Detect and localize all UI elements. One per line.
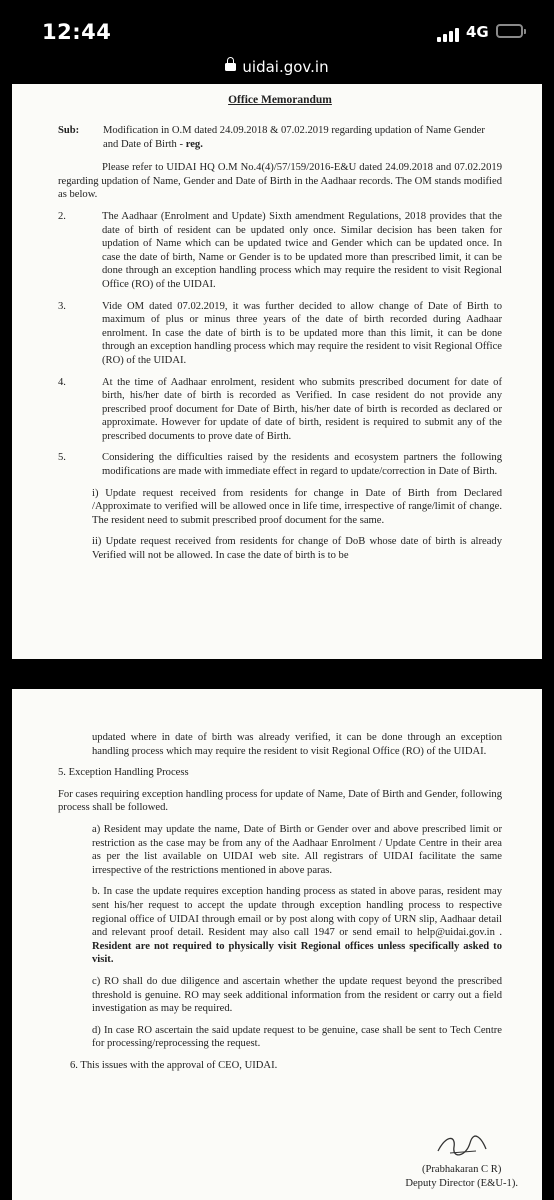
subject-label: Sub: [58,125,80,136]
document-page-1 [12,84,542,659]
exception-heading: 5. Exception Handling Process [58,767,189,779]
sub-item-ii: ii) Update request received from residents for change of DoB whose date of birth is already Verified will not be allowed. In case the date of birth is to be [92,536,502,562]
exception-item-d: d) In case RO ascertain the said update request to be genuine, case shall be sent to Tech Centre for processing/reprocessing the request. [92,1024,502,1050]
status-bar [0,0,554,60]
document-page-2 [12,689,542,1200]
exception-item-c: c) RO shall do due diligence and ascertain whether the update request beyond the prescribed threshold is genuine. RO may seek additional information from the resident or carry out a field investigation as may be required. [92,975,502,1015]
signature-block [405,1131,518,1191]
paragraph-2: 2. The Aadhaar (Enrolment and Update) Sixth amendment Regulations, 2018 provides that the date of birth of resident can be updated only once. Similar decision has been taken for updation of Name which can be updated twice and Gender which can be updated once. In case the date of birth, Name or Gender is to be updated more than prescribed limit, it can be done through an exception handling process which may require the resident to visit Regional Office (RO) of the UIDAI. [58,210,502,290]
memo-title: Office Memorandum [228,94,332,106]
network-type: 4G [466,23,489,41]
signature-icon [432,1131,492,1159]
continuation-paragraph: updated where in date of birth was already verified, it can be done through an exception handling process which may require the resident to visit Regional Office (RO) of the UIDAI. [92,732,502,757]
exception-item-a: a) Resident may update the name, Date of Birth or Gender over and above prescribed limit or restriction as the case may be from any of the Aadhaar Enrolment / Update Centre in their area as per the list available on UIDAI web site. All registrars of UIDAI facilitate the same irrespective of the restrictions mentioned in above paras. [92,823,502,876]
exception-intro: For cases requiring exception handling process for update of Name, Date of Birth and Gender, following process shall be followed. [58,788,502,814]
signatory-name: (Prabhakaran C R) [421,1164,502,1175]
exception-item-b: b. In case the update requires exception handing process as stated in above paras, resident may sent his/her request to accept the update through exception handling process to respective regional office of UIDAI through email or by post along with copy of URN slip, Aadhaar detail and relevant proof detail. Resident may also call 1947 or send email to help@uidai.gov.in . Resident are not required to physically visit Regional offices unless specifically asked to visit. [92,886,502,966]
battery-icon [496,24,523,38]
url-text: uidai.gov.in [242,58,329,76]
sub-item-i: i) Update request received from residents for change in Date of Birth from Declared /Approximate to verified will be allowed once in life time, irrespective of range/limit of change. The resident need to submit prescribed proof document for the same. [92,487,502,526]
lock-icon [225,61,236,73]
cellular-signal-icon [437,26,463,42]
intro-paragraph: Please refer to UIDAI HQ O.M No.4(4)/57/159/2016-E&U dated 24.09.2018 and 07.02.2019 regarding updation of Name, Gender and Date of Birth in the Aadhaar records. The OM stands modified as below. [58,162,502,201]
paragraph-3: 3. Vide OM dated 07.02.2019, it was further decided to allow change of Date of Birth to maximum of plus or minus three years of the date of birth recorded during Aadhaar enrolment. In case the date of birth is to be updated more than this limit, it can be done through an exception handling process which may require the resident to visit Regional Office (RO) of the UIDAI. [58,300,502,366]
clock: 12:44 [42,20,112,44]
signatory-title: Deputy Director (E&U-1). [405,1177,518,1189]
address-bar[interactable] [0,58,554,84]
paragraph-5: 5. Considering the difficulties raised by the residents and ecosystem partners the following modifications are made with immediate effect in regard to update/correction in Date of Birth. [58,452,502,478]
subject-line [58,124,502,151]
subject-text: Modification in O.M dated 24.09.2018 & 07.02.2019 regarding updation of Name Gender and Date of Birth - reg. [103,125,485,150]
paragraph-6: 6. This issues with the approval of CEO, UIDAI. [70,1059,278,1071]
paragraph-4: 4. At the time of Aadhaar enrolment, resident who submits prescribed document for date of birth, his/her date of birth is recorded as Verified. In case resident do not provide any prescribed proof document for Date of Birth, his/her date of birth is recorded as declared or approximate. However for update of date of birth, resident is required to submit any of the prescribed documents to prove date of Birth. [58,376,502,442]
